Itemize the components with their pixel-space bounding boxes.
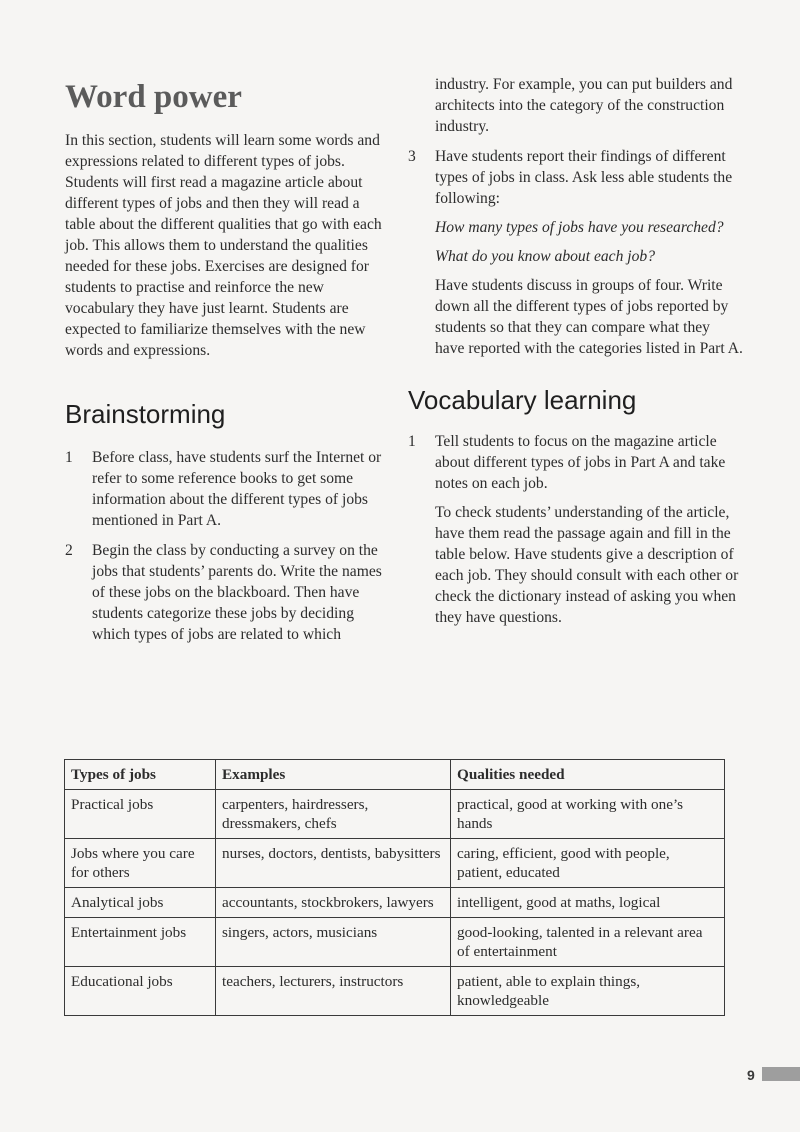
item-number: 3 bbox=[408, 148, 416, 165]
question-1: How many types of jobs have you researched? bbox=[435, 219, 724, 236]
vocabulary-heading: Vocabulary learning bbox=[408, 385, 637, 415]
page-title: Word power bbox=[65, 79, 242, 115]
item-text: Before class, have students surf the Internet or refer to some reference books to get some information about the different types of jobs mentioned in Part A. bbox=[92, 449, 382, 529]
brainstorming-item-2 bbox=[65, 540, 385, 645]
item-text: Begin the class by conducting a survey on the jobs that students’ parents do. Write the names of these jobs on the blackboard. Then have students categorize these jobs by deciding which types of jobs are related to which bbox=[92, 542, 382, 643]
item-number: 2 bbox=[65, 542, 73, 559]
table-cell: teachers, lecturers, instructors bbox=[216, 967, 451, 1016]
table-row bbox=[65, 918, 725, 967]
table-row bbox=[65, 888, 725, 918]
brainstorming-item-1 bbox=[65, 447, 385, 531]
vocabulary-item-1 bbox=[408, 431, 743, 628]
table-cell: intelligent, good at maths, logical bbox=[451, 888, 725, 918]
item-text-2: Have students discuss in groups of four. Write down all the different types of jobs reported by students so that they can compare what they have reported with the categories listed in Part A. bbox=[435, 277, 743, 357]
brainstorming-heading: Brainstorming bbox=[65, 399, 226, 429]
table-cell: caring, efficient, good with people, patient, educated bbox=[451, 839, 725, 888]
table-cell: accountants, stockbrokers, lawyers bbox=[216, 888, 451, 918]
intro-paragraph: In this section, students will learn some words and expressions related to different types of jobs. Students will first read a magazine article about different types of jobs and then they will read a table about the different qualities that go with each job. This allows them to understand the qualities needed for these jobs. Exercises are designed for students to practise and reinforce the new vocabulary they have just learnt. Students are expected to familiarize themselves with the new words and expressions. bbox=[65, 132, 382, 359]
table-cell: patient, able to explain things, knowledgeable bbox=[451, 967, 725, 1016]
table-cell: carpenters, hairdressers, dressmakers, chefs bbox=[216, 790, 451, 839]
column-header: Types of jobs bbox=[65, 760, 216, 790]
column-header: Qualities needed bbox=[451, 760, 725, 790]
table-cell: singers, actors, musicians bbox=[216, 918, 451, 967]
table-header-row bbox=[65, 760, 725, 790]
left-column bbox=[65, 78, 385, 654]
brainstorming-item-3 bbox=[408, 146, 743, 359]
table-cell: Educational jobs bbox=[65, 967, 216, 1016]
table-cell: practical, good at working with one’s hands bbox=[451, 790, 725, 839]
item-text: Tell students to focus on the magazine article about different types of jobs in Part A and take notes on each job. bbox=[435, 433, 726, 492]
page-number: 9 bbox=[747, 1067, 755, 1083]
table-row bbox=[65, 790, 725, 839]
table-cell: good-looking, talented in a relevant area of entertainment bbox=[451, 918, 725, 967]
table-cell: Analytical jobs bbox=[65, 888, 216, 918]
table-row bbox=[65, 967, 725, 1016]
table-row bbox=[65, 839, 725, 888]
column-header: Examples bbox=[216, 760, 451, 790]
question-2: What do you know about each job? bbox=[435, 248, 656, 265]
item-number: 1 bbox=[408, 433, 416, 450]
item-text-2: To check students’ understanding of the article, have them read the passage again and fill in the table below. Have students give a description of each job. They should consult with each other or check the dictionary instead of asking you when they have questions. bbox=[435, 504, 739, 626]
job-qualities-table bbox=[64, 759, 725, 1016]
item-text: Have students report their findings of different types of jobs in class. Ask less able students the following: bbox=[435, 148, 733, 207]
table-cell: Practical jobs bbox=[65, 790, 216, 839]
table-cell: nurses, doctors, dentists, babysitters bbox=[216, 839, 451, 888]
item-2-continuation: industry. For example, you can put builders and architects into the category of the construction industry. bbox=[435, 76, 733, 135]
item-number: 1 bbox=[65, 449, 73, 466]
page-number-bar bbox=[762, 1067, 800, 1081]
right-column bbox=[408, 74, 743, 637]
table-cell: Entertainment jobs bbox=[65, 918, 216, 967]
table-cell: Jobs where you care for others bbox=[65, 839, 216, 888]
